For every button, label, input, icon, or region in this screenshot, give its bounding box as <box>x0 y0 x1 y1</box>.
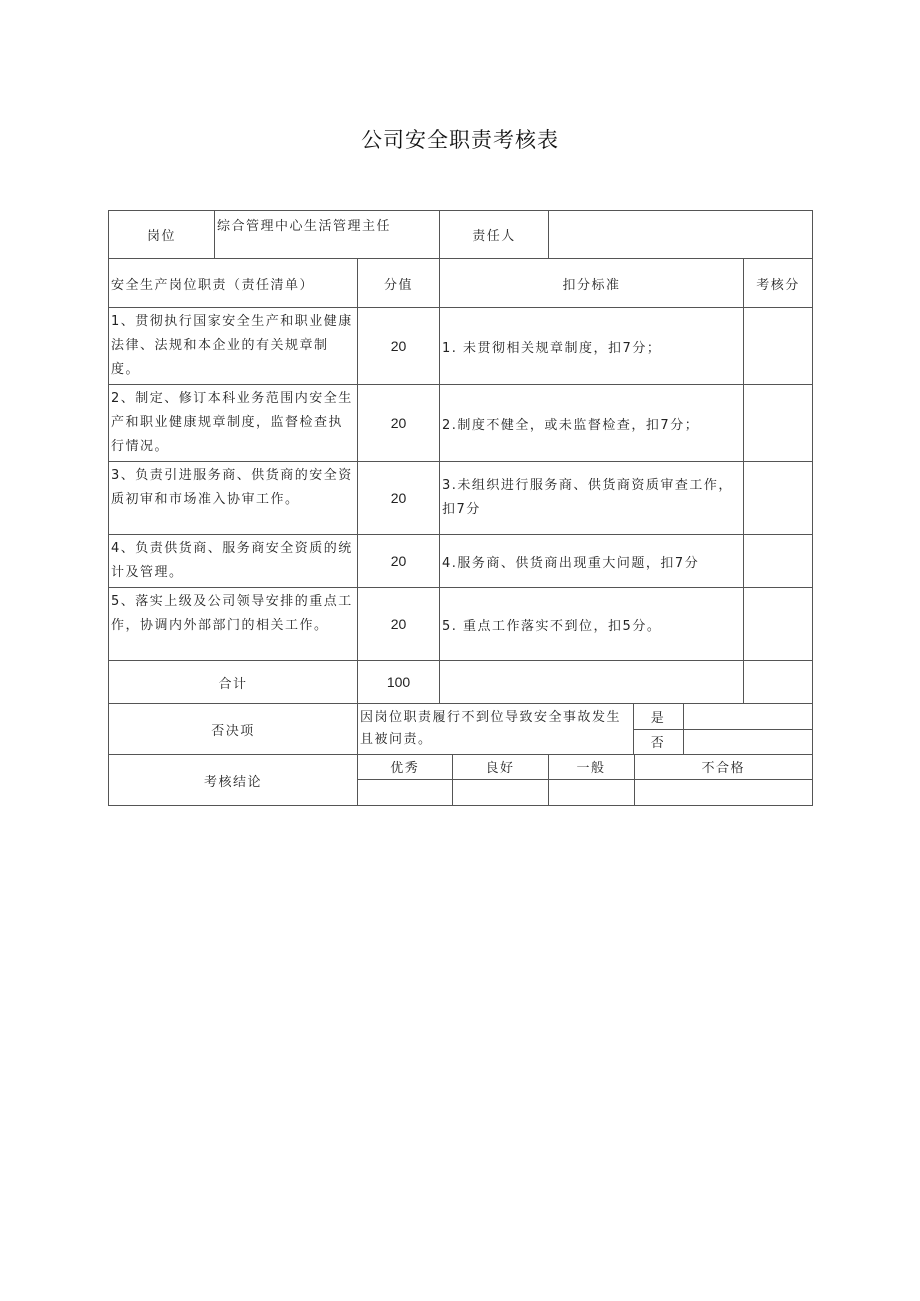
column-header-deduction: 扣分标准 <box>440 259 744 308</box>
duty-cell: 1、贯彻执行国家安全生产和职业健康法律、法规和本企业的有关规章制度。 <box>109 308 358 385</box>
conclusion-option-excellent: 优秀 <box>390 761 420 777</box>
deduction-cell: 4.服务商、供货商出现重大问题，扣7分 <box>440 535 744 588</box>
column-header-duty: 安全生产岗位职责（责任清单） <box>109 259 358 308</box>
veto-text: 因岗位职责履行不到位导致安全事故发生且被问责。 <box>360 710 622 747</box>
person-label: 责任人 <box>440 211 549 259</box>
position-label: 岗位 <box>109 211 215 259</box>
score-cell: 20 <box>358 385 440 462</box>
duty-cell: 5、落实上级及公司领导安排的重点工作，协调内外部部门的相关工作。 <box>109 588 358 661</box>
conclusion-option-good: 良好 <box>452 755 548 779</box>
veto-label: 否决项 <box>109 704 358 755</box>
score-cell: 20 <box>358 462 440 535</box>
table-row <box>109 588 813 661</box>
total-assessment-cell[interactable] <box>744 661 813 704</box>
conclusion-box-excellent[interactable] <box>358 779 452 805</box>
conclusion-box-fail[interactable] <box>634 779 812 805</box>
person-value[interactable] <box>549 211 813 259</box>
assessment-score-cell[interactable] <box>744 308 813 385</box>
duty-cell: 4、负责供货商、服务商安全资质的统计及管理。 <box>109 535 358 588</box>
table-row <box>109 462 813 535</box>
veto-no-label: 否 <box>633 729 683 754</box>
deduction-cell: 3.未组织进行服务商、供货商资质审查工作，扣7分 <box>440 462 744 535</box>
conclusion-option-average: 一般 <box>548 755 634 779</box>
score-cell: 20 <box>358 308 440 385</box>
total-score: 100 <box>358 661 440 704</box>
conclusion-option-fail: 不合格 <box>634 755 812 779</box>
veto-row <box>109 704 813 755</box>
score-cell: 20 <box>358 535 440 588</box>
column-header-score: 分值 <box>358 259 440 308</box>
header-row <box>109 211 813 259</box>
total-label: 合计 <box>109 661 358 704</box>
total-deduction-cell <box>440 661 744 704</box>
assessment-table <box>108 210 813 806</box>
assessment-score-cell[interactable] <box>744 535 813 588</box>
conclusion-inner-table <box>358 755 812 805</box>
conclusion-row <box>109 755 813 806</box>
table-row <box>109 385 813 462</box>
veto-yes-label: 是 <box>633 704 683 729</box>
table-row <box>109 535 813 588</box>
conclusion-box-average[interactable] <box>548 779 634 805</box>
duty-cell: 2、制定、修订本科业务范围内安全生产和职业健康规章制度，监督检查执行情况。 <box>109 385 358 462</box>
deduction-cell: 5. 重点工作落实不到位，扣5分。 <box>440 588 744 661</box>
veto-yes-box[interactable] <box>683 704 812 729</box>
column-header-row <box>109 259 813 308</box>
conclusion-box-good[interactable] <box>452 779 548 805</box>
page-title: 公司安全职责考核表 <box>361 128 559 152</box>
duty-cell: 3、负责引进服务商、供货商的安全资质初审和市场准入协审工作。 <box>109 462 358 535</box>
score-cell: 20 <box>358 588 440 661</box>
conclusion-label: 考核结论 <box>109 755 358 806</box>
deduction-cell: 2.制度不健全，或未监督检查，扣7分； <box>440 385 744 462</box>
deduction-cell: 1. 未贯彻相关规章制度，扣7分； <box>440 308 744 385</box>
total-row <box>109 661 813 704</box>
position-value[interactable]: 综合管理中心生活管理主任 <box>215 211 440 259</box>
conclusion-content <box>358 755 813 806</box>
assessment-score-cell[interactable] <box>744 588 813 661</box>
veto-no-box[interactable] <box>683 729 812 754</box>
veto-content <box>358 704 813 755</box>
veto-inner-table <box>358 704 812 754</box>
assessment-score-cell[interactable] <box>744 385 813 462</box>
assessment-score-cell[interactable] <box>744 462 813 535</box>
column-header-assessment: 考核分 <box>744 259 813 308</box>
table-row <box>109 308 813 385</box>
